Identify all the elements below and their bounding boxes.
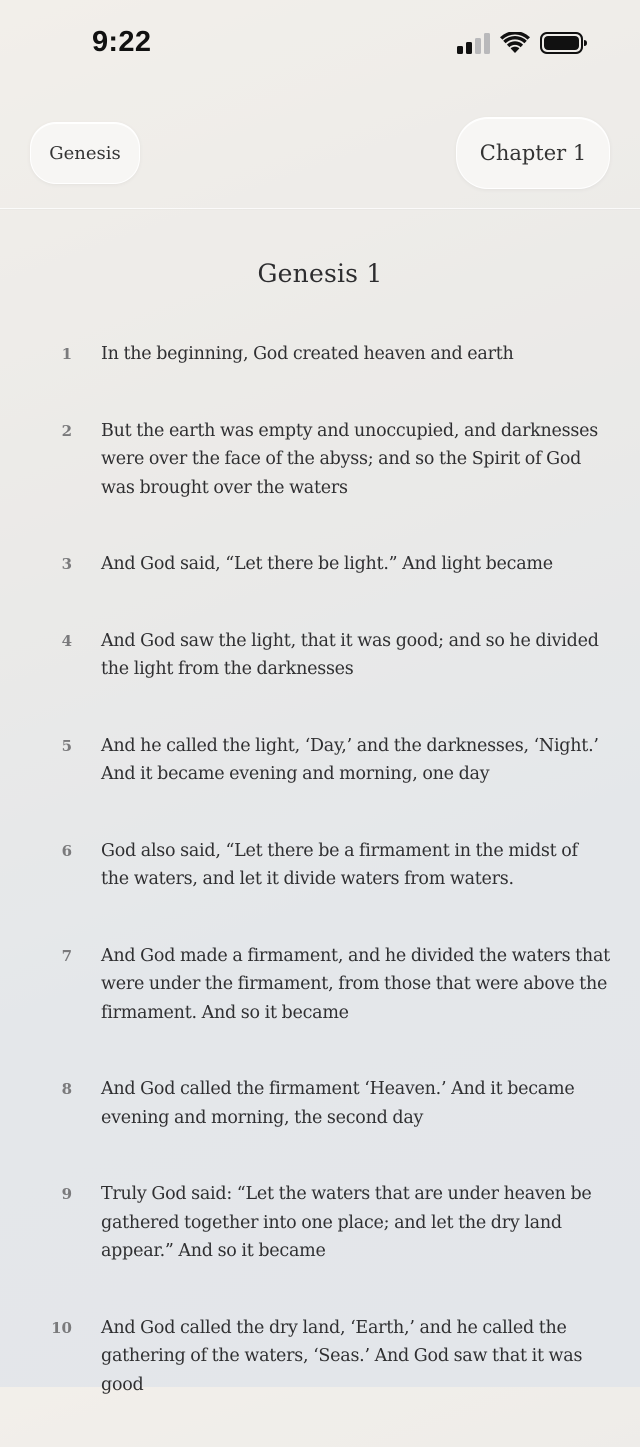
verse-text: And God called the firmament ‘Heaven.’ And it became evening and morning, the second day [101,1079,575,1128]
verse-item[interactable] [0,837,640,894]
cellular-signal-icon [457,32,490,54]
verse-text: But the earth was empty and unoccupied, and darknesses were over the face of the abyss; and so the Spirit of God was brought over the waters [101,420,598,498]
verse-number: 8 [61,1080,72,1098]
verse-item[interactable] [0,550,640,579]
verse-number: 1 [61,345,72,363]
verse-item[interactable] [0,417,640,503]
verse-item[interactable] [0,732,640,789]
verse-number: 4 [61,631,72,650]
status-time: 9:22 [92,26,152,58]
verse-number: 2 [61,421,72,440]
verse-item[interactable] [0,627,640,684]
status-icons [457,30,588,56]
verse-item[interactable] [0,1075,640,1132]
verse-text: And God said, “Let there be light.” And light became [101,554,553,574]
status-bar [0,0,640,88]
verse-text: And God made a firmament, and he divided the waters that were under the firmament, from those that were above the firmament. And so it became [101,945,610,1023]
verse-text: Truly God said: “Let the waters that are under heaven be gathered together into one place; and let the dry land appear.” And so it became [101,1184,592,1261]
verse-number: 9 [61,1185,72,1203]
verse-number: 10 [51,1318,72,1337]
verse-text: And God called the dry land, ‘Earth,’ and he called the gathering of the waters, ‘Seas.’ And God saw that it was good [101,1317,583,1395]
verse-number: 3 [61,555,72,573]
chapter-content [0,208,640,1447]
chapter-selector-button[interactable]: Chapter 1 [456,117,610,189]
verse-text: And he called the light, ‘Day,’ and the darknesses, ‘Night.’ And it became evening and morning, one day [101,735,599,784]
chapter-title: Genesis 1 [257,259,383,288]
verse-text: God also said, “Let there be a firmament in the midst of the waters, and let it divide waters from waters. [101,840,578,889]
verse-item[interactable] [0,942,640,1028]
battery-icon [540,31,588,55]
verse-text: And God saw the light, that it was good; and so he divided the light from the darknesses [101,630,599,679]
verse-text: In the beginning, God created heaven and earth [101,344,514,364]
verse-item[interactable] [0,340,640,369]
book-selector-button[interactable]: Genesis [30,122,140,184]
verse-item[interactable] [0,1314,640,1400]
reader-header [0,110,640,209]
verse-list [0,340,640,1399]
verse-number: 6 [61,841,72,860]
wifi-icon [500,32,530,54]
verse-item[interactable] [0,1180,640,1266]
verse-number: 5 [61,736,72,755]
verse-number: 7 [61,946,72,965]
